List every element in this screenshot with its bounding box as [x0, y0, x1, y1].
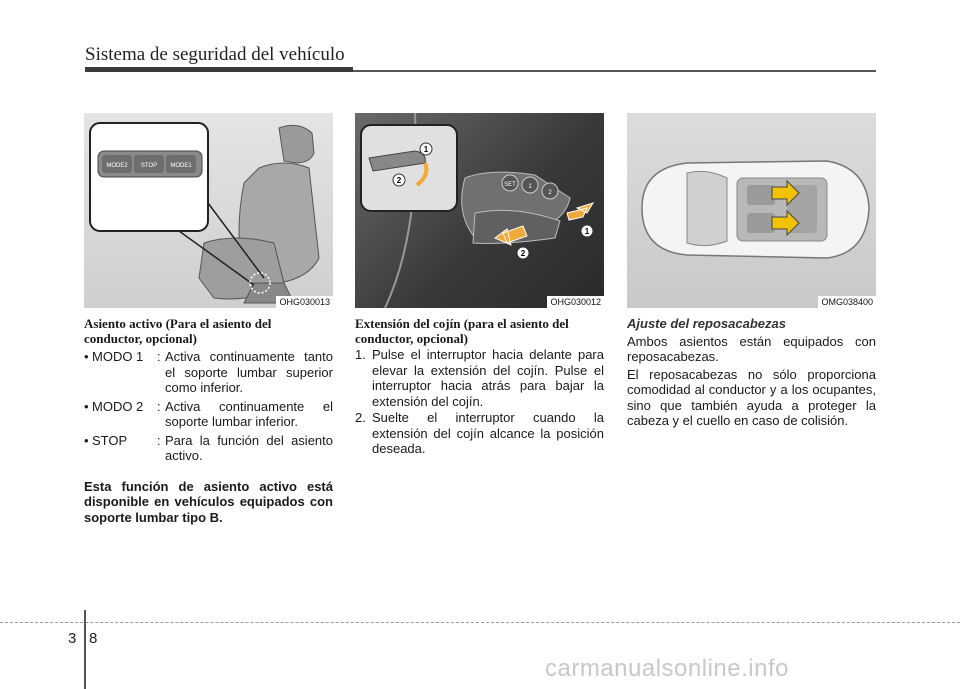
- figure-cushion-extension: [355, 113, 604, 308]
- stop-button-label: STOP: [140, 163, 158, 169]
- figure-code: OHG030012: [547, 296, 604, 308]
- column-active-seat: [84, 316, 333, 525]
- mode-label: STOP: [92, 432, 128, 448]
- list-item: [84, 349, 333, 396]
- mode1-button-label: MODE1: [170, 163, 192, 169]
- availability-note: Esta función de asiento activo está disponible en vehículos equipados con soporte lumbar tipo B.: [84, 478, 333, 525]
- callout-2: 2: [396, 176, 402, 185]
- bullet: •: [84, 349, 89, 364]
- bullet: •: [84, 432, 89, 448]
- figure-active-seat: [84, 113, 333, 308]
- car-top-view-illustration: [627, 113, 876, 308]
- memory-1-label: 1: [528, 184, 532, 190]
- callout-arrow-2: 2: [520, 249, 526, 258]
- mode-description: Para la función del asiento activo.: [165, 432, 333, 463]
- figure-code: OMG038400: [818, 296, 876, 308]
- page-number: 8: [89, 630, 98, 647]
- mode-description: Activa continuamente el soporte lumbar inferior.: [165, 398, 333, 429]
- watermark: carmanualsonline.info: [545, 655, 789, 682]
- mode-label: MODO 1: [92, 349, 144, 364]
- figure-headrest: [627, 113, 876, 308]
- list-item: [355, 410, 604, 457]
- section-title: Ajuste del reposacabezas: [627, 316, 786, 331]
- mode-label: MODO 2: [92, 398, 144, 414]
- paragraph: Ambos asientos están equipados con reposacabezas.: [627, 333, 876, 364]
- seat-illustration: [84, 113, 333, 308]
- colon: :: [157, 349, 161, 364]
- step-number: 2.: [355, 410, 366, 425]
- header-rule-thin: [353, 70, 876, 72]
- mode-description: Activa continuamente tanto el soporte lumbar superior como inferior.: [165, 349, 333, 395]
- section-title: Extensión del cojín (para el asiento del conductor, opcional): [355, 316, 569, 346]
- bullet: •: [84, 398, 89, 414]
- step-text: Suelte el interruptor cuando la extensión del cojín alcance la posición deseada.: [372, 410, 604, 456]
- page-section-number: 3: [68, 630, 77, 647]
- list-item: [84, 433, 333, 464]
- colon: :: [157, 398, 161, 414]
- header-rule: [85, 67, 353, 72]
- list-item: [355, 347, 604, 409]
- page-header-title: Sistema de seguridad del vehículo: [85, 44, 345, 65]
- colon: :: [157, 432, 161, 448]
- set-button-label: SET: [504, 182, 516, 188]
- list-item: [84, 399, 333, 430]
- paragraph: El reposacabezas no sólo proporciona comodidad al conductor y a los ocupantes, sino que también ayuda a proteger la cabeza y el cuello en caso de colisión.: [627, 366, 876, 428]
- footer-rule: [0, 622, 960, 623]
- callout-1: 1: [423, 145, 429, 154]
- figure-code: OHG030013: [276, 296, 333, 308]
- callout-arrow-1: 1: [584, 227, 590, 236]
- column-headrest: [627, 316, 876, 429]
- column-cushion-extension: [355, 316, 604, 457]
- footer-divider: [84, 610, 86, 689]
- mode2-button-label: MODE2: [106, 163, 128, 169]
- step-text: Pulse el interruptor hacia delante para elevar la extensión del cojín. Pulse el interruptor hacia atrás para bajar la extensión del cojín.: [372, 347, 604, 409]
- memory-2-label: 2: [548, 190, 552, 196]
- step-number: 1.: [355, 347, 366, 362]
- cushion-illustration: [355, 113, 604, 308]
- section-title: Asiento activo (Para el asiento del conductor, opcional): [84, 316, 272, 346]
